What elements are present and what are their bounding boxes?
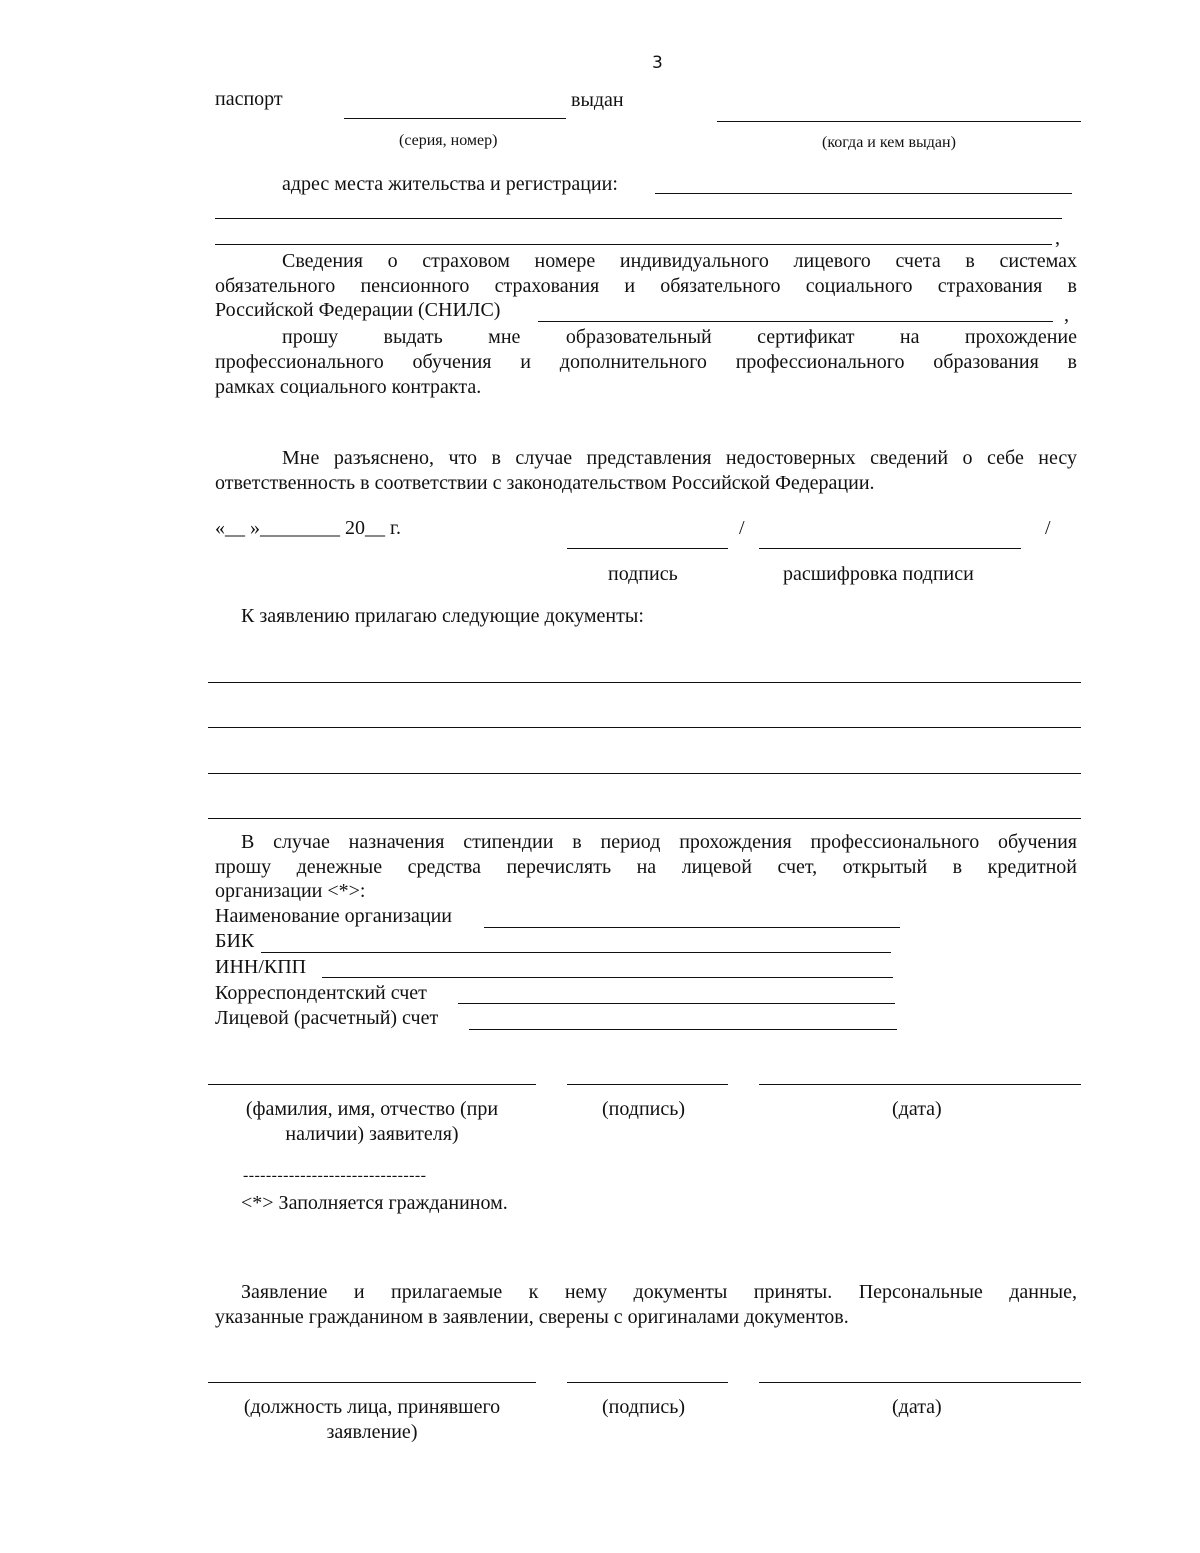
issued-caption: (когда и кем выдан) [822,134,956,151]
official-position-field[interactable] [208,1382,536,1383]
attachments-label: К заявлению прилагаю следующие документы: [241,605,644,627]
issued-label: выдан [571,89,624,111]
bank-field-account[interactable] [469,1029,897,1030]
liability-line-1: Мне разъяснено, что в случае представления недостоверных сведений о себе несу [282,447,1077,469]
bank-field-label-account: Лицевой (расчетный) счет [215,1007,439,1029]
bank-field-label-inn: ИНН/КПП [215,956,307,978]
decoding-caption: расшифровка подписи [783,563,974,585]
slash-2: / [1045,517,1051,539]
stipend-line-2: прошу денежные средства перечислять на лицевой счет, открытый в кредитной [215,856,1077,878]
official-signature-caption: (подпись) [602,1396,686,1418]
passport-label: паспорт [215,88,283,110]
snils-field[interactable] [538,321,1053,322]
address-field-line-2[interactable] [215,218,1062,219]
applicant-name-caption-2: наличии) заявителя) [285,1123,459,1145]
applicant-date-caption: (дата) [892,1098,942,1120]
date-line[interactable]: «__ »________ 20__ г. [215,517,401,539]
attachment-line-1[interactable] [208,682,1081,683]
official-signature-field[interactable] [567,1382,728,1383]
bank-field-label-bik: БИК [215,930,255,952]
bank-field-label-org: Наименование организации [215,905,452,927]
bank-field-inn[interactable] [322,977,893,978]
official-date-caption: (дата) [892,1396,942,1418]
footnote: <*> Заполняется гражданином. [241,1192,508,1214]
series-caption: (серия, номер) [399,132,498,149]
applicant-signature-field[interactable] [567,1084,728,1085]
acceptance-line-2: указанные гражданином в заявлении, сверены с оригиналами документов. [215,1306,849,1328]
liability-line-2: ответственность в соответствии с законодательством Российской Федерации. [215,472,875,494]
stipend-line-1: В случае назначения стипендии в период прохождения профессионального обучения [241,831,1077,853]
bank-field-corr[interactable] [458,1003,895,1004]
official-position-caption-2: заявление) [326,1421,418,1443]
address-field-line-1[interactable] [655,193,1072,194]
snils-line-2: обязательного пенсионного страхования и обязательного социального страхования в [215,275,1077,297]
passport-issued-field[interactable] [717,121,1081,122]
stipend-line-3: организации <*>: [215,880,366,902]
official-position-caption-1: (должность лица, принявшего [243,1396,501,1418]
acceptance-line-1: Заявление и прилагаемые к нему документы приняты. Персональные данные, [241,1281,1077,1303]
bank-field-org[interactable] [484,927,900,928]
attachment-line-4[interactable] [208,818,1081,819]
applicant-name-caption-1: (фамилия, имя, отчество (при [245,1098,499,1120]
applicant-date-field[interactable] [759,1084,1081,1085]
snils-line-3: Российской Федерации (СНИЛС) [215,299,501,321]
slash-1: / [739,517,745,539]
page-number: 3 [652,53,663,73]
snils-comma: , [1064,304,1069,326]
address-label: адрес места жительства и регистрации: [282,173,618,195]
address-comma: , [1055,227,1060,249]
snils-line-1: Сведения о страховом номере индивидуального лицевого счета в системах [282,250,1077,272]
applicant-name-field[interactable] [208,1084,536,1085]
request-line-1: прошу выдать мне образовательный сертификат на прохождение [282,326,1077,348]
attachment-line-3[interactable] [208,773,1081,774]
bank-field-bik[interactable] [261,952,891,953]
request-line-2: профессионального обучения и дополнительного профессионального образования в [215,351,1077,373]
applicant-signature-caption: (подпись) [602,1098,686,1120]
footnote-separator: -------------------------------- [243,1167,427,1184]
bank-field-label-corr: Корреспондентский счет [215,982,427,1004]
address-field-line-3[interactable] [215,244,1052,245]
passport-number-field[interactable] [344,118,566,119]
official-date-field[interactable] [759,1382,1081,1383]
signature-caption: подпись [608,563,678,585]
signature-field[interactable] [567,548,728,549]
signature-decoding-field[interactable] [759,548,1021,549]
attachment-line-2[interactable] [208,727,1081,728]
request-line-3: рамках социального контракта. [215,376,482,398]
